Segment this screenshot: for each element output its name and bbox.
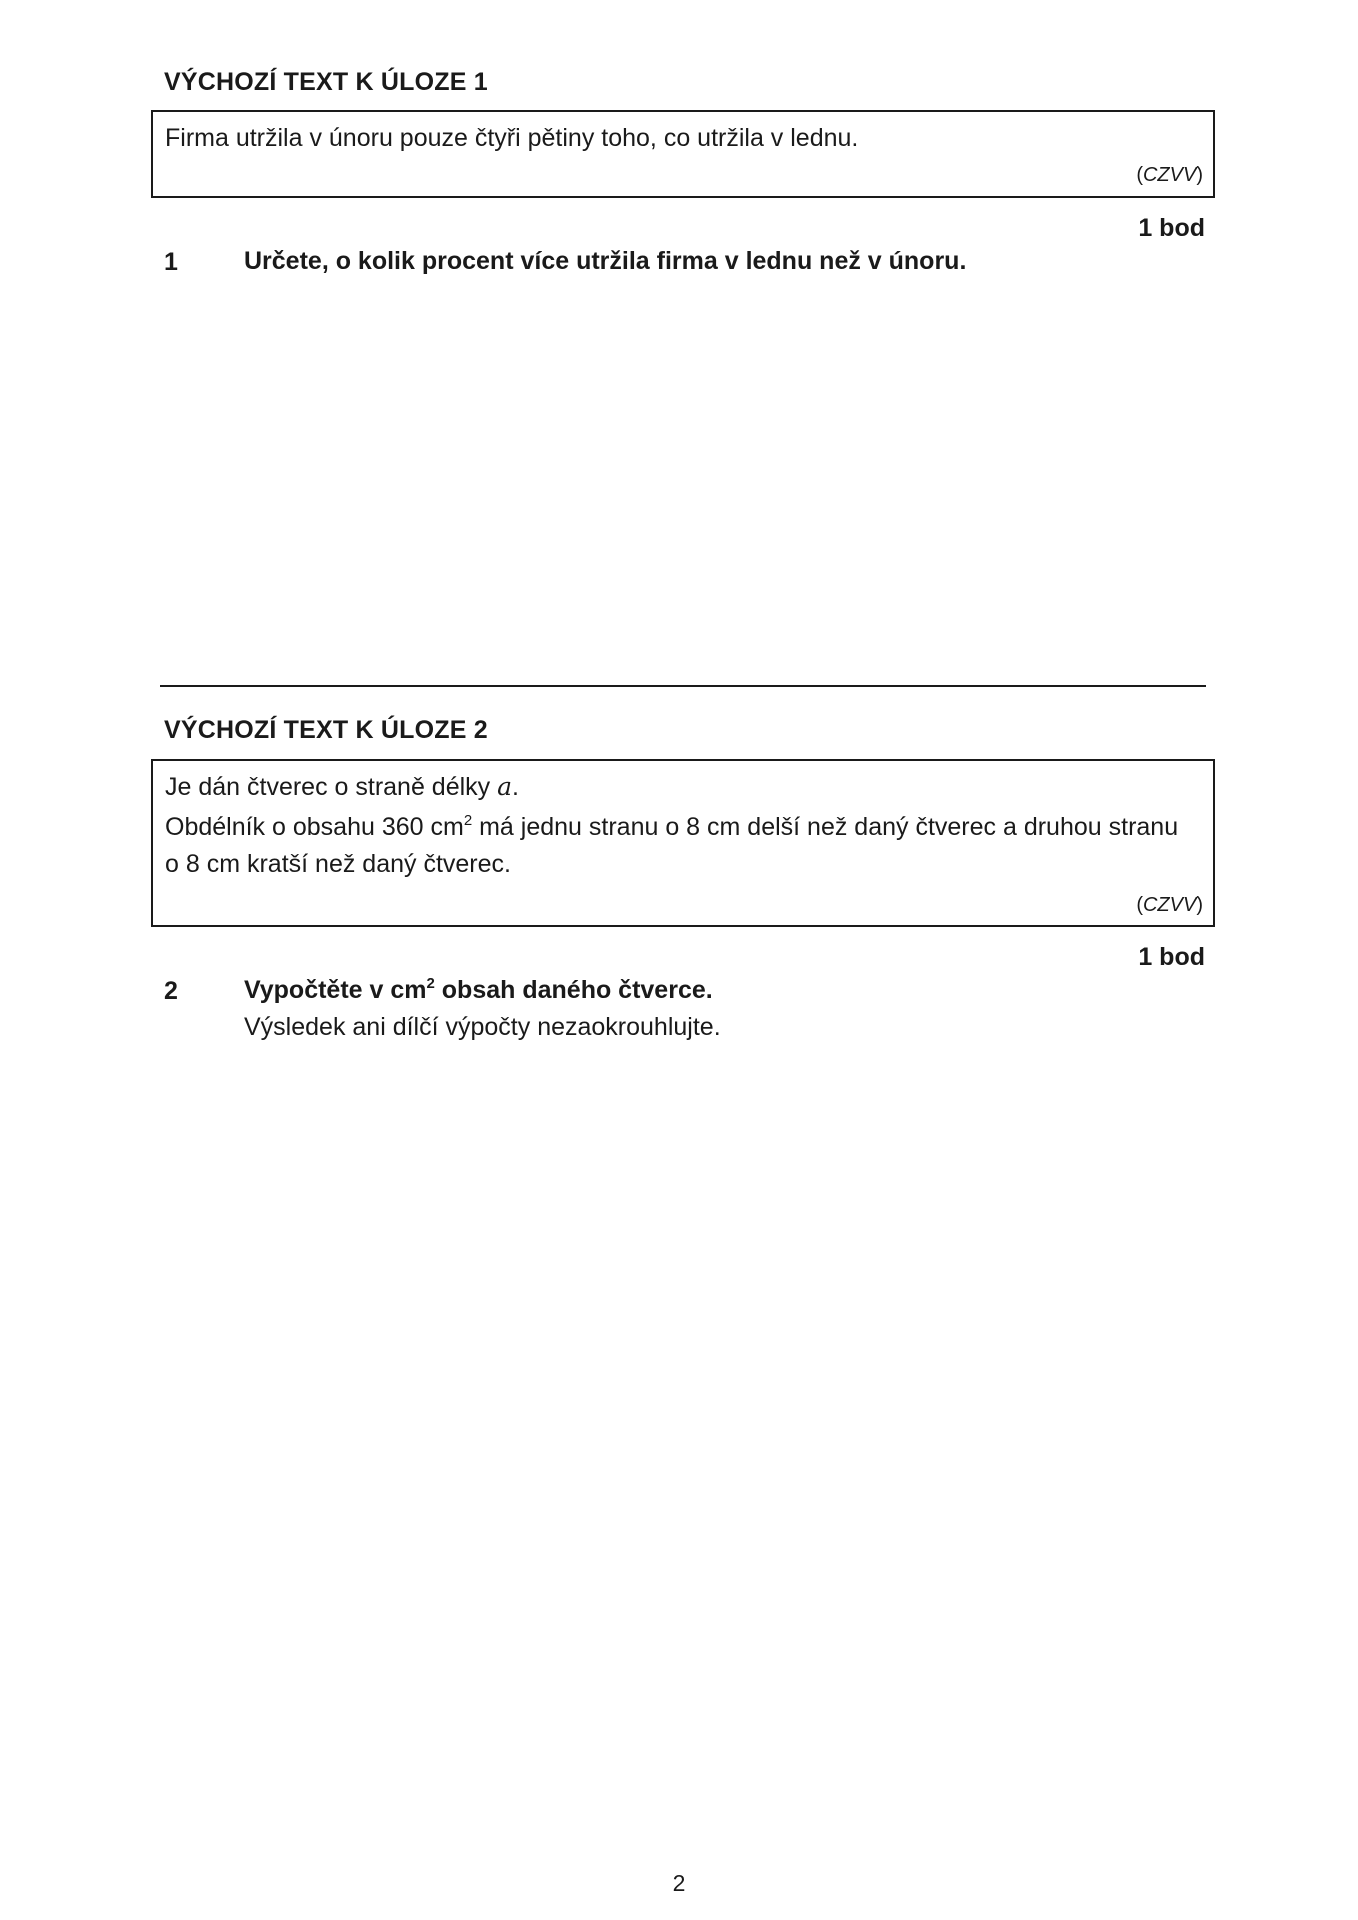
task2-number: 2 [164,977,178,1005]
section-divider [160,685,1206,687]
task1-source-text: Firma utržila v únoru pouze čtyři pětiny toho, co utržila v lednu. [165,124,859,152]
task2-points: 1 bod [1138,943,1205,971]
task2-source-credit: (CZVV) [1136,894,1203,916]
task2-instruction: Výsledek ani dílčí výpočty nezaokrouhlujte. [244,1013,721,1041]
task1-number: 1 [164,248,178,276]
page-number: 2 [672,1870,686,1896]
task2-source-line2: Obdélník o obsahu 360 $cm^2$ má jednu stranu o 8 cm delší než daný čtverec a druhou stranu [165,812,1179,841]
task1-heading: VÝCHOZÍ TEXT K ÚLOZE 1 [164,68,488,96]
task1-source-credit: (CZVV) [1136,164,1203,186]
task1-question: Určete, o kolik procent více utržila firma v lednu než v únoru. [244,247,967,275]
task2-source-line1: Je dán čtverec o straně délky a. [165,772,519,801]
task2-source-box [151,759,1215,927]
task2-question: Vypočtěte v $cm^2$ obsah daného čtverce. [244,975,713,1004]
task2-source-line3: o 8 cm kratší než daný čtverec. [165,850,511,878]
task1-points: 1 bod [1138,214,1205,242]
task1-source-box [151,110,1215,198]
task2-heading: VÝCHOZÍ TEXT K ÚLOZE 2 [164,716,488,744]
